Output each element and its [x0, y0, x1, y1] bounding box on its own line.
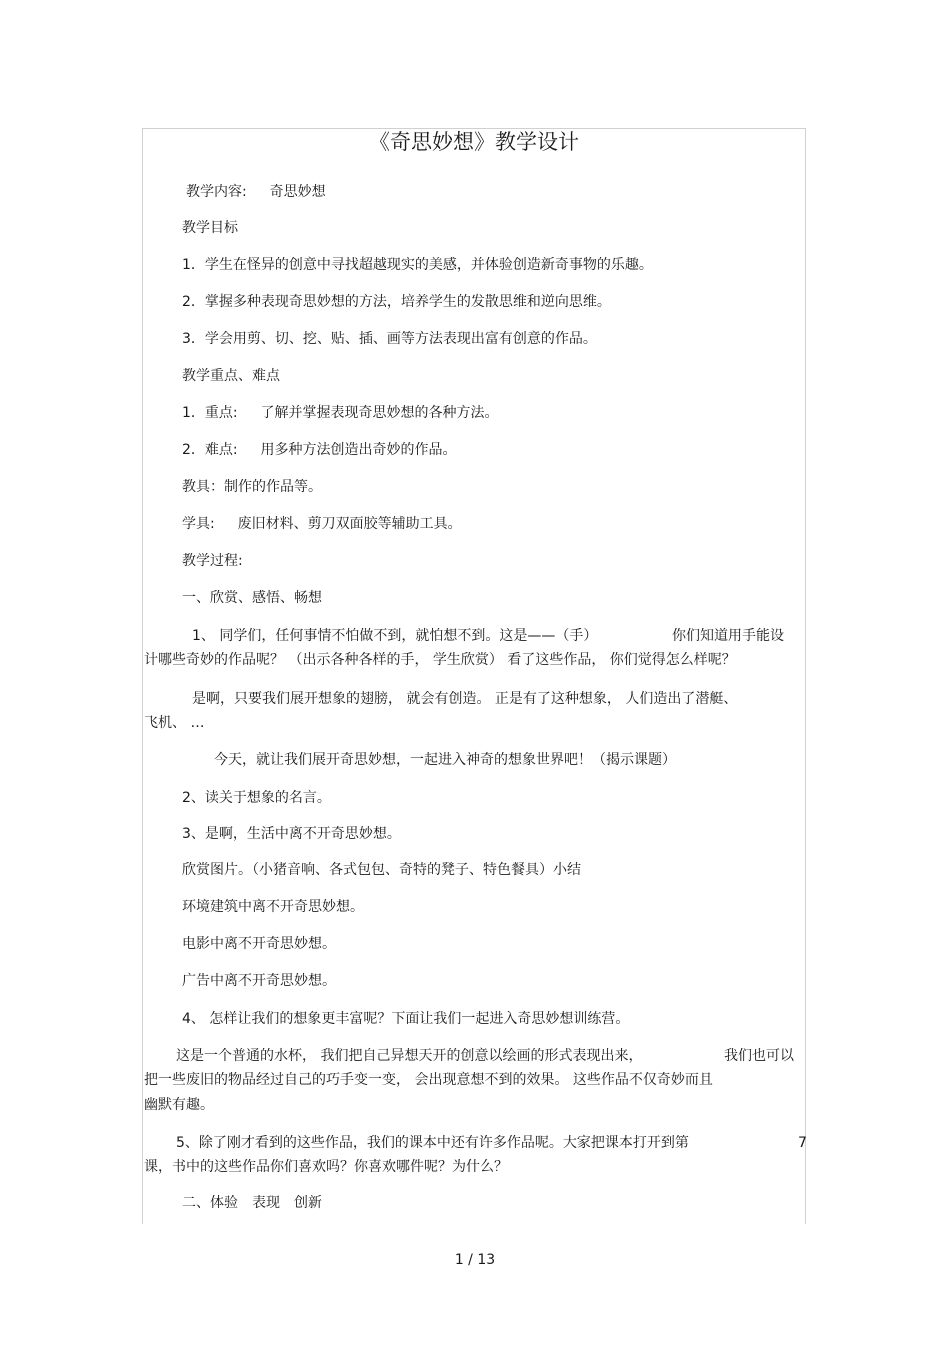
paragraph-5-line-1a: 5、除了刚才看到的这些作品，我们的课本中还有许多作品呢。大家把课本打开到第: [176, 1135, 689, 1151]
paragraph-1-line-1b: 你们知道用手能设: [672, 628, 784, 644]
teacher-tools: 教具：制作的作品等。: [182, 479, 322, 495]
focus-2: [182, 440, 457, 460]
focus-1-label: 1．重点:: [182, 405, 238, 421]
section-2-heading: 二、体验 表现 创新: [182, 1195, 322, 1211]
paragraph-2-line-1: 是啊，只要我们展开想象的翅膀， 就会有创造。 正是有了这种想象， 人们造出了潜艇、: [192, 691, 738, 707]
paragraph-4-line-1b: 我们也可以: [724, 1048, 794, 1064]
item-2: 2、读关于想象的名言。: [182, 790, 331, 806]
movie-line: 电影中离不开奇思妙想。: [182, 936, 336, 952]
page-indicator: 1 / 13: [454, 1252, 496, 1268]
focus-1: [182, 403, 499, 423]
item-3: 3、是啊，生活中离不开奇思妙想。: [182, 826, 401, 842]
paragraph-5-line-2: 课，书中的这些作品你们喜欢吗？你喜欢哪件呢？为什么？: [144, 1159, 508, 1175]
content-value: 奇思妙想: [269, 184, 326, 200]
paragraph-4-line-3: 幽默有趣。: [144, 1097, 214, 1113]
paragraph-2-line-2: 飞机、 …: [144, 715, 205, 731]
paragraph-5-line-1b: 7: [798, 1135, 807, 1151]
focus-1-value: 了解并掌握表现奇思妙想的各种方法。: [260, 405, 499, 421]
document-title: 《奇思妙想》教学设计: [369, 130, 579, 154]
paragraph-4-line-2: 把一些废旧的物品经过自己的巧手变一变， 会出现意想不到的效果。 这些作品不仅奇妙而且: [144, 1072, 713, 1088]
process-heading: 教学过程:: [182, 553, 243, 569]
item-4: 4、 怎样让我们的想象更丰富呢？下面让我们一起进入奇思妙想训练营。: [182, 1011, 630, 1027]
section-1-heading: 一、欣赏、感悟、畅想: [182, 590, 322, 606]
focus-2-value: 用多种方法创造出奇妙的作品。: [260, 442, 457, 458]
focus-heading: 教学重点、难点: [182, 368, 280, 384]
content-label: 教学内容:: [186, 184, 247, 200]
paragraph-1-line-2: 计哪些奇妙的作品呢？ （出示各种各样的手， 学生欣赏） 看了这些作品， 你们觉得怎么样呢？: [144, 652, 736, 668]
goal-3: 3．学会用剪、切、挖、贴、插、画等方法表现出富有创意的作品。: [182, 331, 597, 347]
environment-line: 环境建筑中离不开奇思妙想。: [182, 899, 364, 915]
paragraph-1-line-1a: 1、 同学们，任何事情不怕做不到，就怕想不到。这是——（手）: [192, 628, 598, 644]
student-tools-label: 学具:: [182, 516, 215, 532]
student-tools: [182, 514, 462, 534]
student-tools-value: 废旧材料、剪刀双面胶等辅助工具。: [237, 516, 462, 532]
ad-line: 广告中离不开奇思妙想。: [182, 973, 336, 989]
focus-2-label: 2．难点:: [182, 442, 238, 458]
goal-1: 1．学生在怪异的创意中寻找超越现实的美感，并体验创造新奇事物的乐趣。: [182, 257, 653, 273]
paragraph-3-line-1: 今天，就让我们展开奇思妙想，一起进入神奇的想象世界吧！（揭示课题）: [214, 752, 676, 768]
paragraph-4-line-1a: 这是一个普通的水杯， 我们把自己异想天开的创意以绘画的形式表现出来，: [176, 1048, 643, 1064]
appreciate-line: 欣赏图片。（小猪音响、各式包包、奇特的凳子、特色餐具）小结: [182, 862, 581, 878]
goals-heading: 教学目标: [182, 220, 238, 236]
goal-2: 2．掌握多种表现奇思妙想的方法，培养学生的发散思维和逆向思维。: [182, 294, 611, 310]
content-line: [186, 182, 326, 202]
